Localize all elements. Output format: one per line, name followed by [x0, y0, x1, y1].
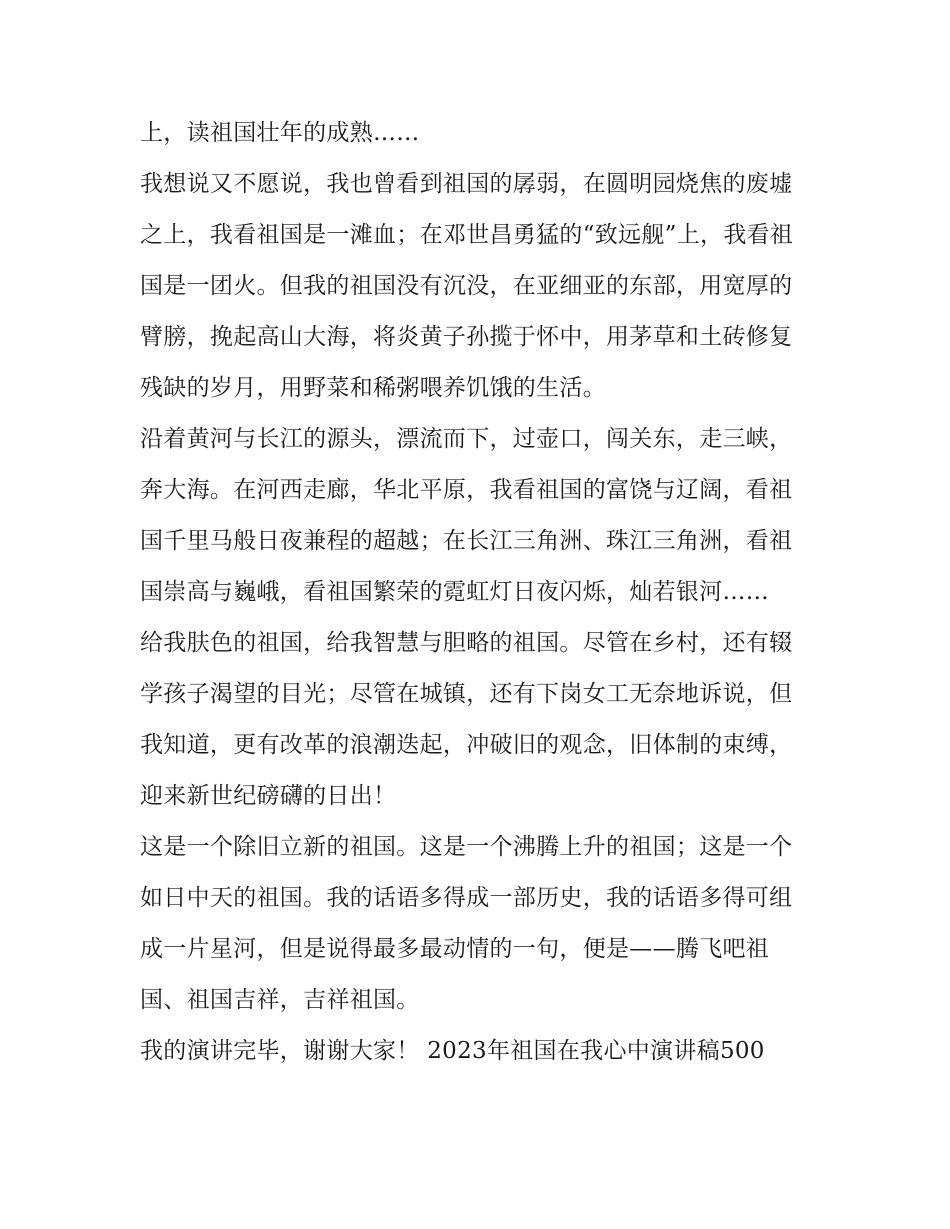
paragraph-4: 给我肤色的祖国，给我智慧与胆略的祖国。尽管在乡村，还有辍学孩子渴望的目光；尽管在城镇，还有下岗女工无奈地诉说，但我知道，更有改革的浪潮迭起，冲破旧的观念，旧体制的束缚，迎来新世纪磅礴的日出！ [140, 630, 793, 809]
paragraph-3: 沿着黄河与长江的源头，漂流而下，过壶口，闯关东，走三峡，奔大海。在河西走廊，华北平原，我看祖国的富饶与辽阔，看祖国千里马般日夜兼程的超越；在长江三角洲、珠江三角洲，看祖国崇高与巍峨，看祖国繁荣的霓虹灯日夜闪烁，灿若银河…… [140, 426, 793, 605]
paragraph-5: 这是一个除旧立新的祖国。这是一个沸腾上升的祖国；这是一个如日中天的祖国。我的话语多得成一部历史，我的话语多得可组成一片星河，但是说得最多最动情的一句，便是——腾飞吧祖国、祖国吉祥，吉祥祖国。 [140, 834, 793, 1013]
paragraph-2: 我想说又不愿说，我也曾看到祖国的孱弱，在圆明园烧焦的废墟之上，我看祖国是一滩血；在邓世昌勇猛的“致远舰”上，我看祖国是一团火。但我的祖国没有沉没，在亚细亚的东部，用宽厚的臂膀，挽起高山大海，将炎黄子孙揽于怀中，用茅草和土砖修复残缺的岁月，用野菜和稀粥喂养饥饿的生活。 [140, 171, 794, 401]
document-body [140, 108, 815, 1077]
paragraph-1: 上，读祖国壮年的成熟…… [140, 120, 420, 146]
paragraph-6: 我的演讲完毕，谢谢大家！ 2023年祖国在我心中演讲稿500 [140, 1038, 765, 1064]
